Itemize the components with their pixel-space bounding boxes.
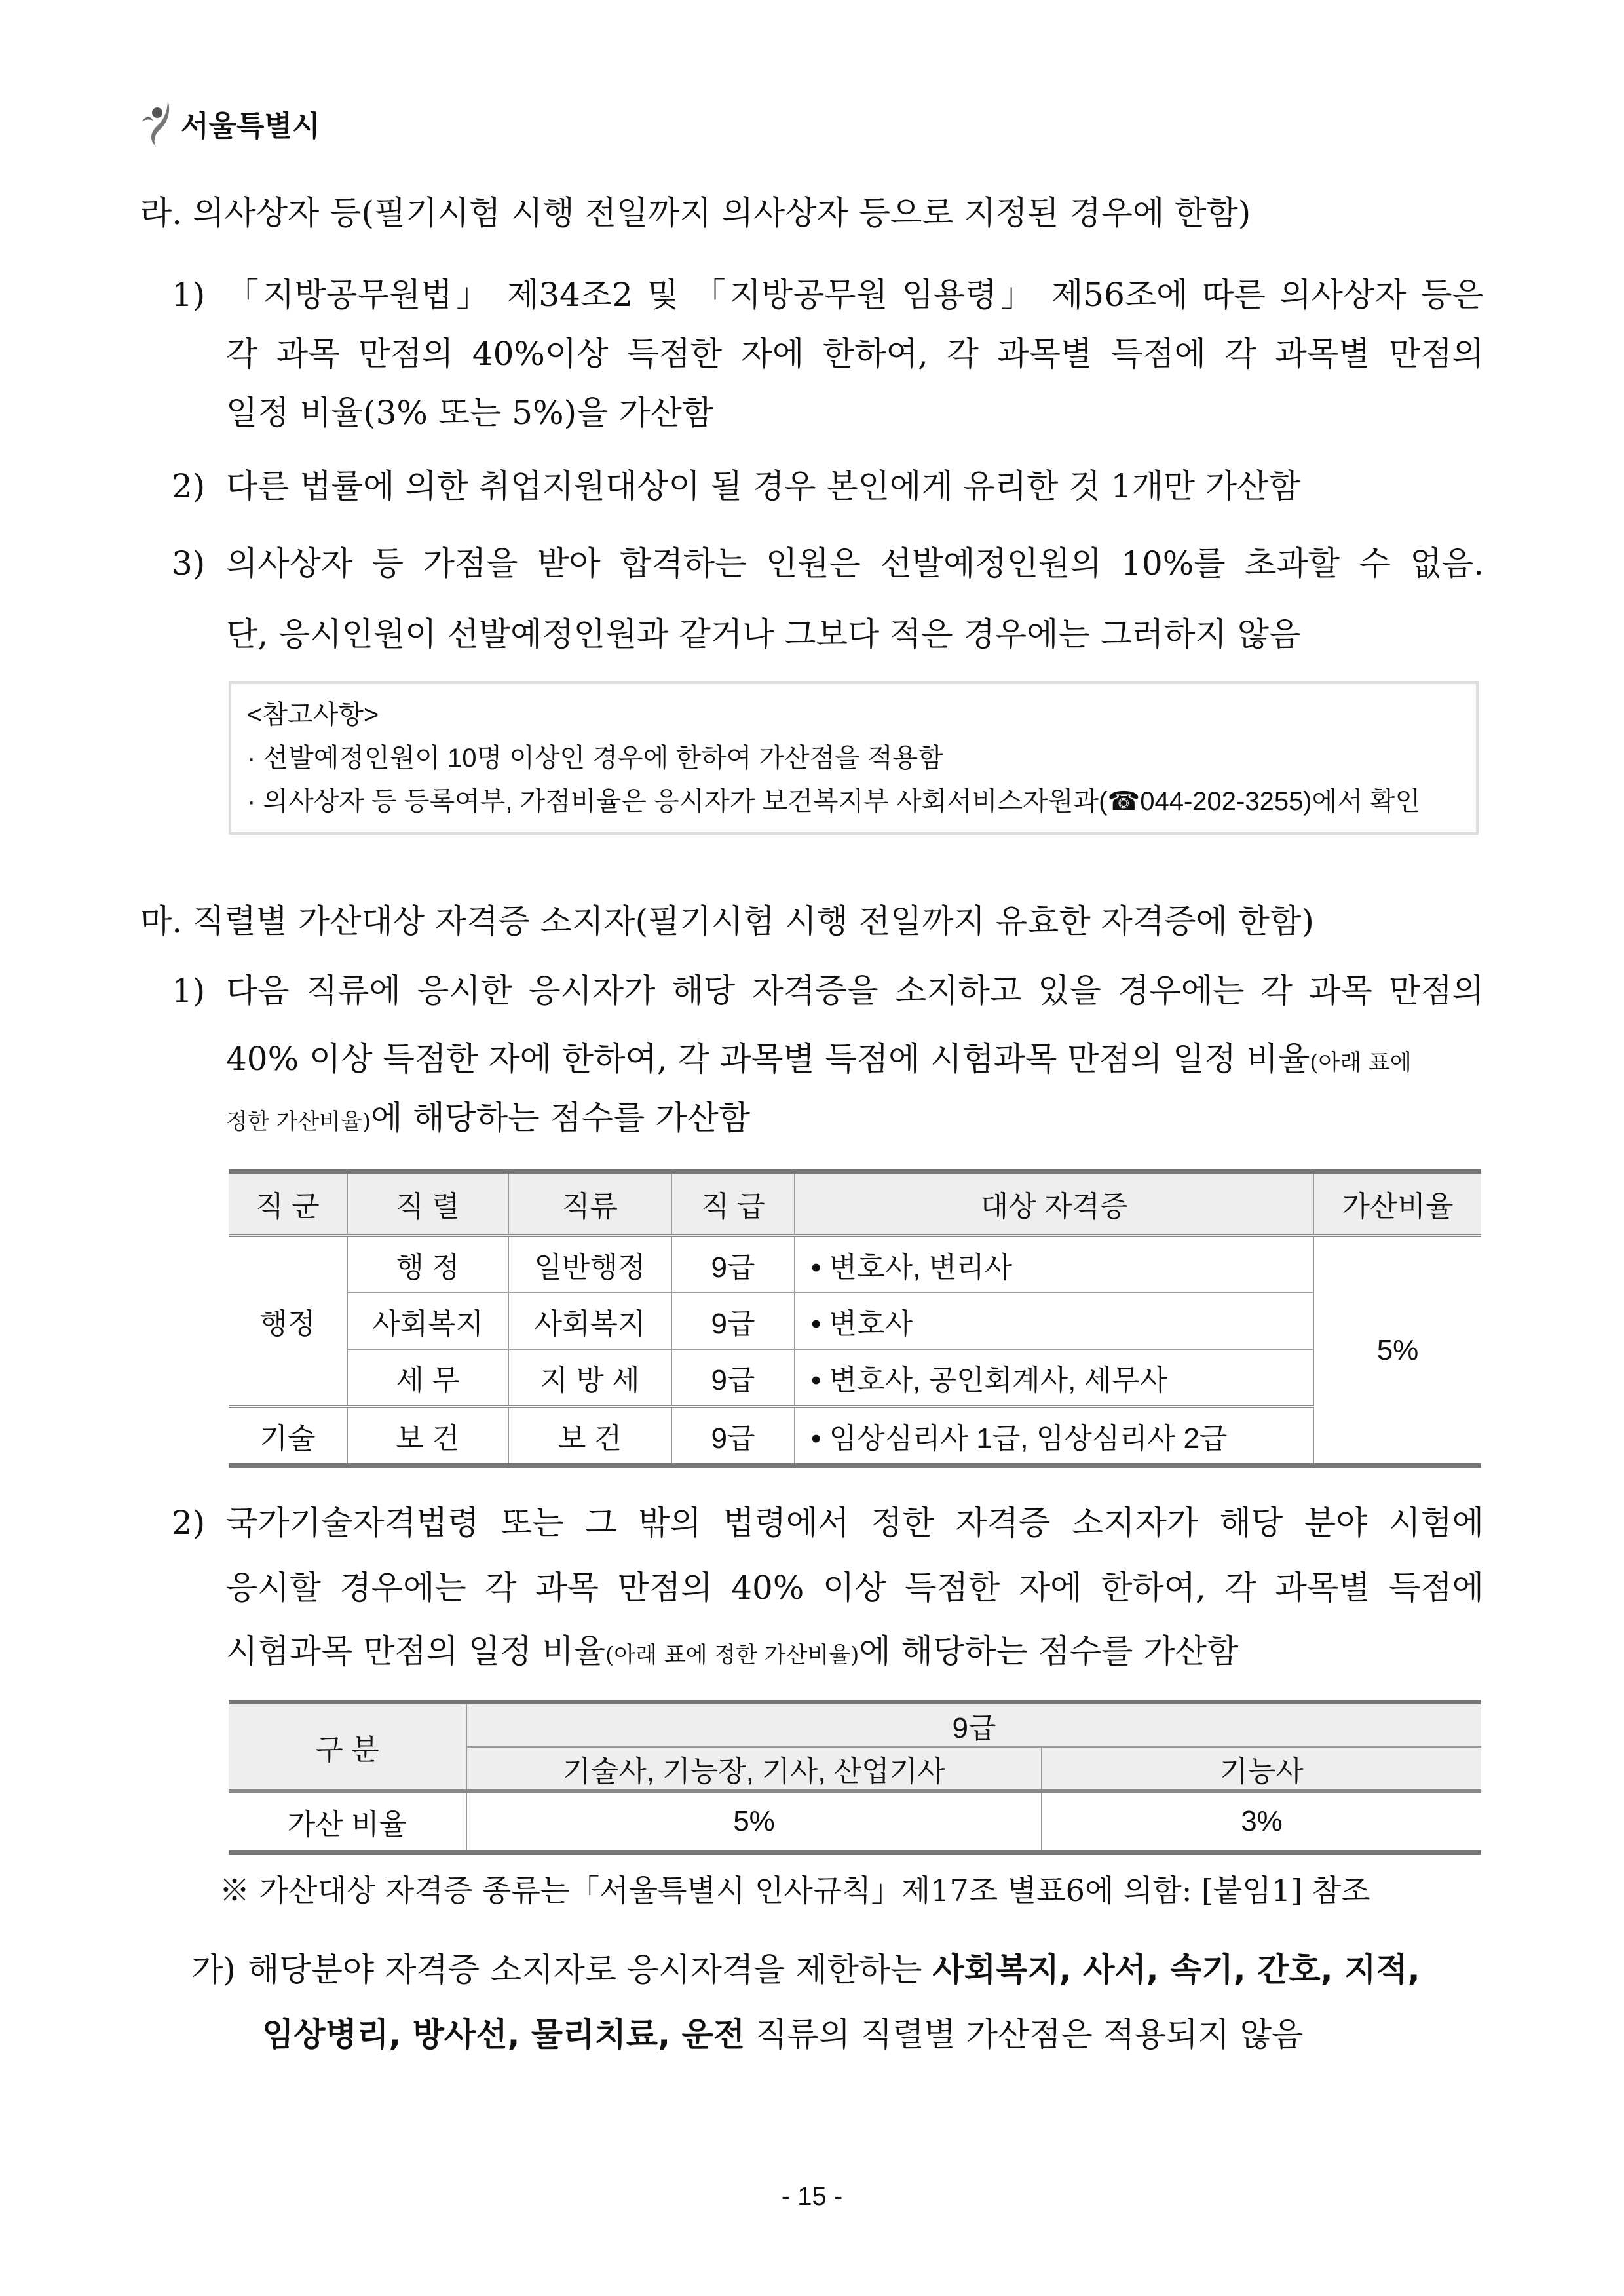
- item-text: 의사상자 등 가점을 받아 합격하는 인원은 선발예정인원의 10%를 초과할 수 없음.: [226, 545, 1484, 583]
- item-text: 각 과목 만점의 40%이상 득점한 자에 한하여, 각 과목별 득점에 각 과목별 만점의: [226, 335, 1484, 373]
- item-text-part: 해당분야 자격증 소지자로 응시자격을 제한하는: [248, 1951, 933, 1989]
- item-text: 다른 법률에 의한 취업지원대상이 될 경우 본인에게 유리한 것 1개만 가산함: [226, 467, 1300, 505]
- header-cell: 직 군: [229, 1172, 347, 1236]
- item-number: 3): [172, 545, 206, 583]
- page-number: - 15 -: [781, 2182, 843, 2211]
- cert-cell: • 변호사: [795, 1293, 1313, 1349]
- row-label-cell: 가산 비율: [229, 1791, 466, 1853]
- cert-cell: • 변호사, 공인회계사, 세무사: [795, 1349, 1313, 1407]
- value-cell: 5%: [466, 1791, 1042, 1853]
- group-cell: 기술: [229, 1407, 347, 1466]
- class-cell: 일반행정: [508, 1236, 671, 1293]
- section-heading-ra: 라. 의사상자 등(필기시험 시행 전일까지 의사상자 등으로 지정된 경우에 한함): [140, 194, 1251, 232]
- item-number: 1): [172, 972, 206, 1010]
- item-text-small: (아래 표에: [1310, 1050, 1412, 1076]
- item-text-part: 에 해당하는 점수를 가산함: [371, 1099, 751, 1137]
- item-text: [262, 2012, 1303, 2057]
- item-number: 가): [191, 1951, 236, 1989]
- grade-cell: 9급: [671, 1293, 795, 1349]
- table-header-row: [229, 1172, 1481, 1236]
- header-cell: 직류: [508, 1172, 671, 1236]
- reference-note-box: [229, 681, 1479, 835]
- table-row: [229, 1349, 1481, 1407]
- series-cell: 사회복지: [347, 1293, 508, 1349]
- item-text: 국가기술자격법령 또는 그 밖의 법령에서 정한 자격증 소지자가 해당 분야 시험에: [226, 1504, 1484, 1542]
- item-text: 일정 비율(3% 또는 5%)을 가산함: [226, 394, 714, 432]
- note-line: · 의사상자 등 등록여부, 가점비율은 응시자가 보건복지부 사회서비스자원과(☎044-202-3255)에서 확인: [247, 787, 1421, 816]
- item-text: [248, 1947, 1420, 1993]
- certificate-bonus-table: [229, 1169, 1481, 1468]
- item-text-part: 직류의 직렬별 가산점은 적용되지 않음: [745, 2016, 1304, 2054]
- class-cell: 보 건: [508, 1407, 671, 1466]
- item-text: 「지방공무원법」 제34조2 및 「지방공무원 임용령」 제56조에 따른 의사상자 등은: [226, 276, 1484, 314]
- item-text: 응시할 경우에는 각 과목 만점의 40% 이상 득점한 자에 한하여, 각 과목별 득점에: [226, 1569, 1484, 1607]
- item-text: 단, 응시인원이 선발예정인원과 같거나 그보다 적은 경우에는 그러하지 않음: [226, 615, 1301, 653]
- table-row: [229, 1293, 1481, 1349]
- item-number: 1): [172, 276, 206, 314]
- header-cell: 기술사, 기능장, 기사, 산업기사: [466, 1747, 1042, 1791]
- item-text-part: 에 해당하는 점수를 가산함: [859, 1632, 1239, 1670]
- header-cell: 가산비율: [1313, 1172, 1481, 1236]
- series-cell: 행 정: [347, 1236, 508, 1293]
- series-cell: 보 건: [347, 1407, 508, 1466]
- item-text-bold: 사회복지, 사서, 속기, 간호, 지적,: [932, 1951, 1420, 1989]
- header-cell: 대상 자격증: [795, 1172, 1313, 1236]
- table-row: [229, 1791, 1481, 1853]
- class-cell: 사회복지: [508, 1293, 671, 1349]
- item-text-small: 정한 가산비율): [226, 1109, 371, 1135]
- header-cell: 직 렬: [347, 1172, 508, 1236]
- cert-cell: • 변호사, 변리사: [795, 1236, 1313, 1293]
- note-line: · 선발예정인원이 10명 이상인 경우에 한하여 가산점을 적용함: [247, 744, 943, 773]
- header-cell: 직 급: [671, 1172, 795, 1236]
- note-title: <참고사항>: [247, 700, 379, 729]
- item-text-part: 40% 이상 득점한 자에 한하여, 각 과목별 득점에 시험과목 만점의 일정 비율: [226, 1040, 1310, 1078]
- item-text-part: 시험과목 만점의 일정 비율: [226, 1632, 605, 1670]
- item-number: 2): [172, 1504, 206, 1542]
- header-cell: 9급: [466, 1702, 1481, 1748]
- grade-cell: 9급: [671, 1407, 795, 1466]
- table-row: [229, 1407, 1481, 1466]
- item-number: 2): [172, 467, 206, 505]
- grade-cell: 9급: [671, 1349, 795, 1407]
- rate-cell: 5%: [1313, 1236, 1481, 1466]
- item-text-small: (아래 표에 정한 가산비율): [605, 1642, 859, 1668]
- national-cert-bonus-table: [229, 1700, 1481, 1855]
- value-cell: 3%: [1042, 1791, 1481, 1853]
- item-text-bold: 임상병리, 방사선, 물리치료, 운전: [262, 2016, 746, 2054]
- header-cell: 구 분: [229, 1702, 466, 1791]
- table-row: [229, 1236, 1481, 1293]
- seoul-logo-icon: [139, 98, 177, 148]
- item-text: 다음 직류에 응시한 응시자가 해당 자격증을 소지하고 있을 경우에는 각 과목 만점의: [226, 972, 1484, 1010]
- grade-cell: 9급: [671, 1236, 795, 1293]
- section-heading-ma: 마. 직렬별 가산대상 자격증 소지자(필기시험 시행 전일까지 유효한 자격증에 한함): [140, 902, 1314, 940]
- table-header-row: [229, 1702, 1481, 1748]
- item-text: [226, 1036, 1412, 1086]
- series-cell: 세 무: [347, 1349, 508, 1407]
- logo-text: 서울특별시: [181, 109, 320, 143]
- header-cell: 기능사: [1042, 1747, 1481, 1791]
- item-text: [226, 1628, 1238, 1678]
- seoul-logo: [139, 98, 320, 148]
- cert-cell: • 임상심리사 1급, 임상심리사 2급: [795, 1407, 1313, 1466]
- class-cell: 지 방 세: [508, 1349, 671, 1407]
- item-text: [226, 1095, 750, 1145]
- group-cell: 행정: [229, 1236, 347, 1407]
- reference-note: ※ 가산대상 자격증 종류는「서울특별시 인사규칙」제17조 별표6에 의함: [붙임1] 참조: [219, 1873, 1370, 1908]
